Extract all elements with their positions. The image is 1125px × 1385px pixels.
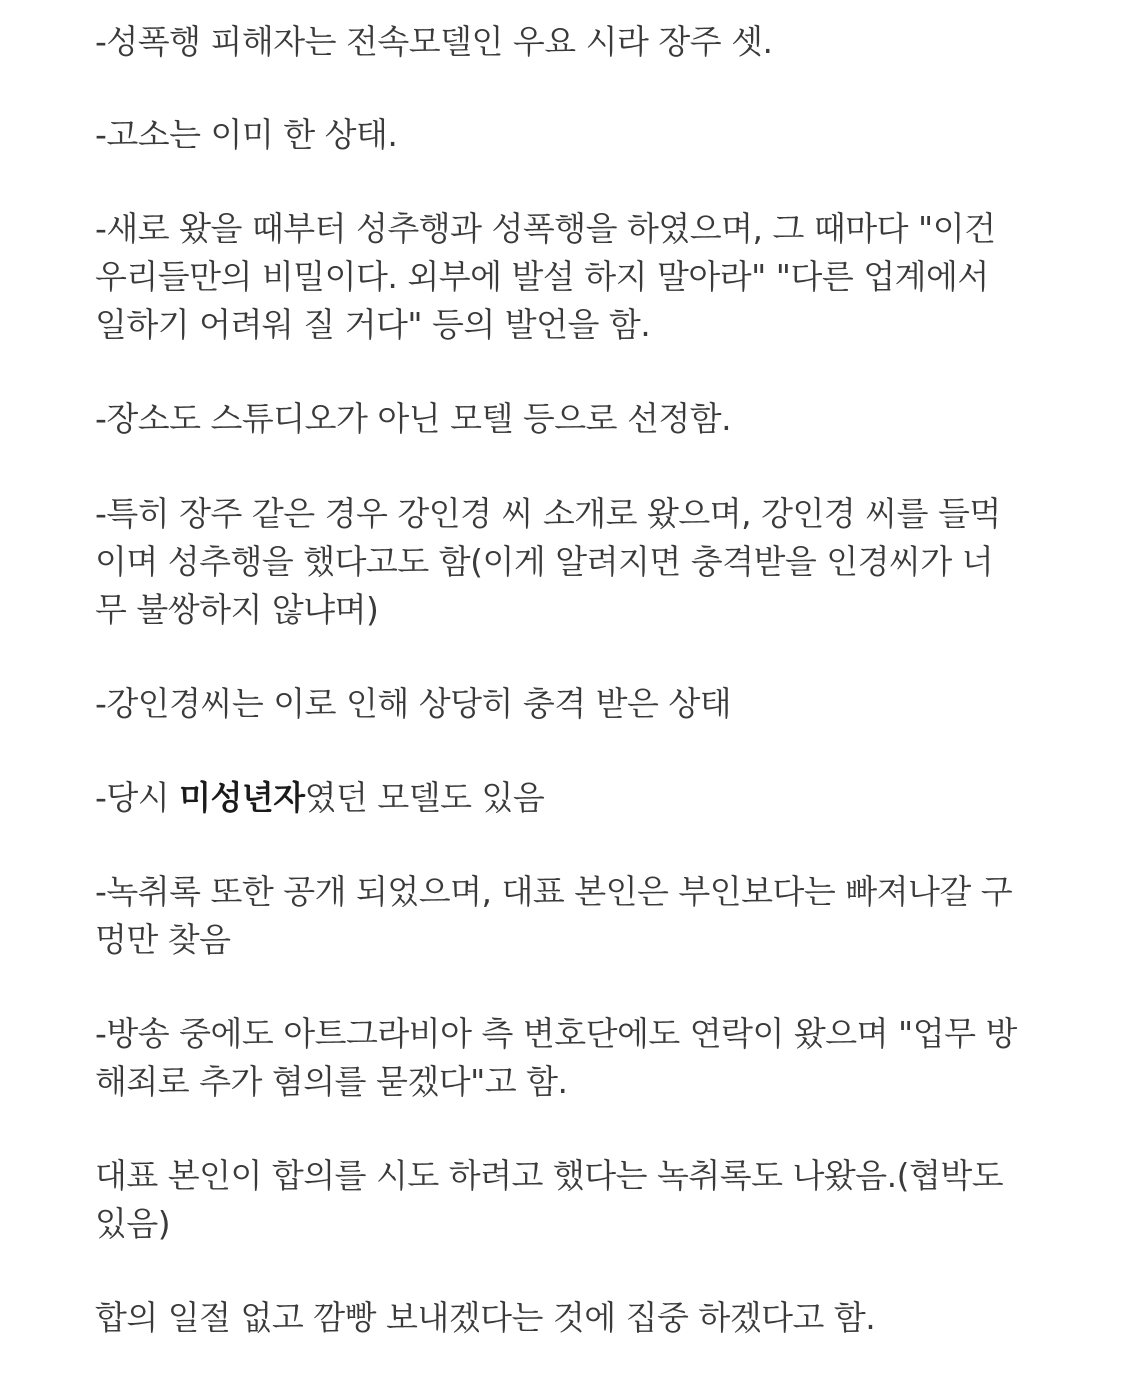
text-line: -특히 장주 같은 경우 강인경 씨 소개로 왔으며, 강인경 씨를 들먹 (95, 494, 1001, 533)
text-line: 무 불쌍하지 않냐며) (95, 590, 379, 629)
text-line: 해죄로 추가 혐의를 묻겠다"고 함. (95, 1062, 568, 1101)
text-line: 있음) (95, 1204, 171, 1243)
text-line: -장소도 스튜디오가 아닌 모텔 등으로 선정함. (95, 399, 732, 438)
text-line: 우리들만의 비밀이다. 외부에 발설 하지 말아라" "다른 업계에서 (95, 257, 989, 296)
text-line: 멍만 찾음 (95, 920, 231, 959)
text-segment: 였던 모델도 있음 (304, 778, 545, 817)
text-line: -새로 왔을 때부터 성추행과 성폭행을 하였으며, 그 때마다 "이건 (95, 209, 996, 248)
text-line: -고소는 이미 한 상태. (95, 115, 398, 154)
text-line: 일하기 어려워 질 거다" 등의 발언을 함. (95, 305, 651, 344)
text-line: 이며 성추행을 했다고도 함(이게 알려지면 충격받을 인경씨가 너 (95, 542, 994, 581)
text-line: -성폭행 피해자는 전속모델인 우요 시라 장주 셋. (95, 22, 773, 61)
text-line: -방송 중에도 아트그라비아 측 변호단에도 연락이 왔으며 "업무 방 (95, 1014, 1017, 1053)
text-line: -녹취록 또한 공개 되었으며, 대표 본인은 부인보다는 빠져나갈 구 (95, 872, 1013, 911)
text-segment: -당시 (95, 778, 180, 817)
bold-emphasis: 미성년자 (179, 778, 305, 817)
text-line: 합의 일절 없고 깜빵 보내겠다는 것에 집중 하겠다고 함. (95, 1298, 876, 1337)
text-line: 대표 본인이 합의를 시도 하려고 했다는 녹취록도 나왔음.(협박도 (95, 1156, 1004, 1195)
text-line (95, 774, 1095, 822)
text-line: -강인경씨는 이로 인해 상당히 충격 받은 상태 (95, 684, 732, 723)
